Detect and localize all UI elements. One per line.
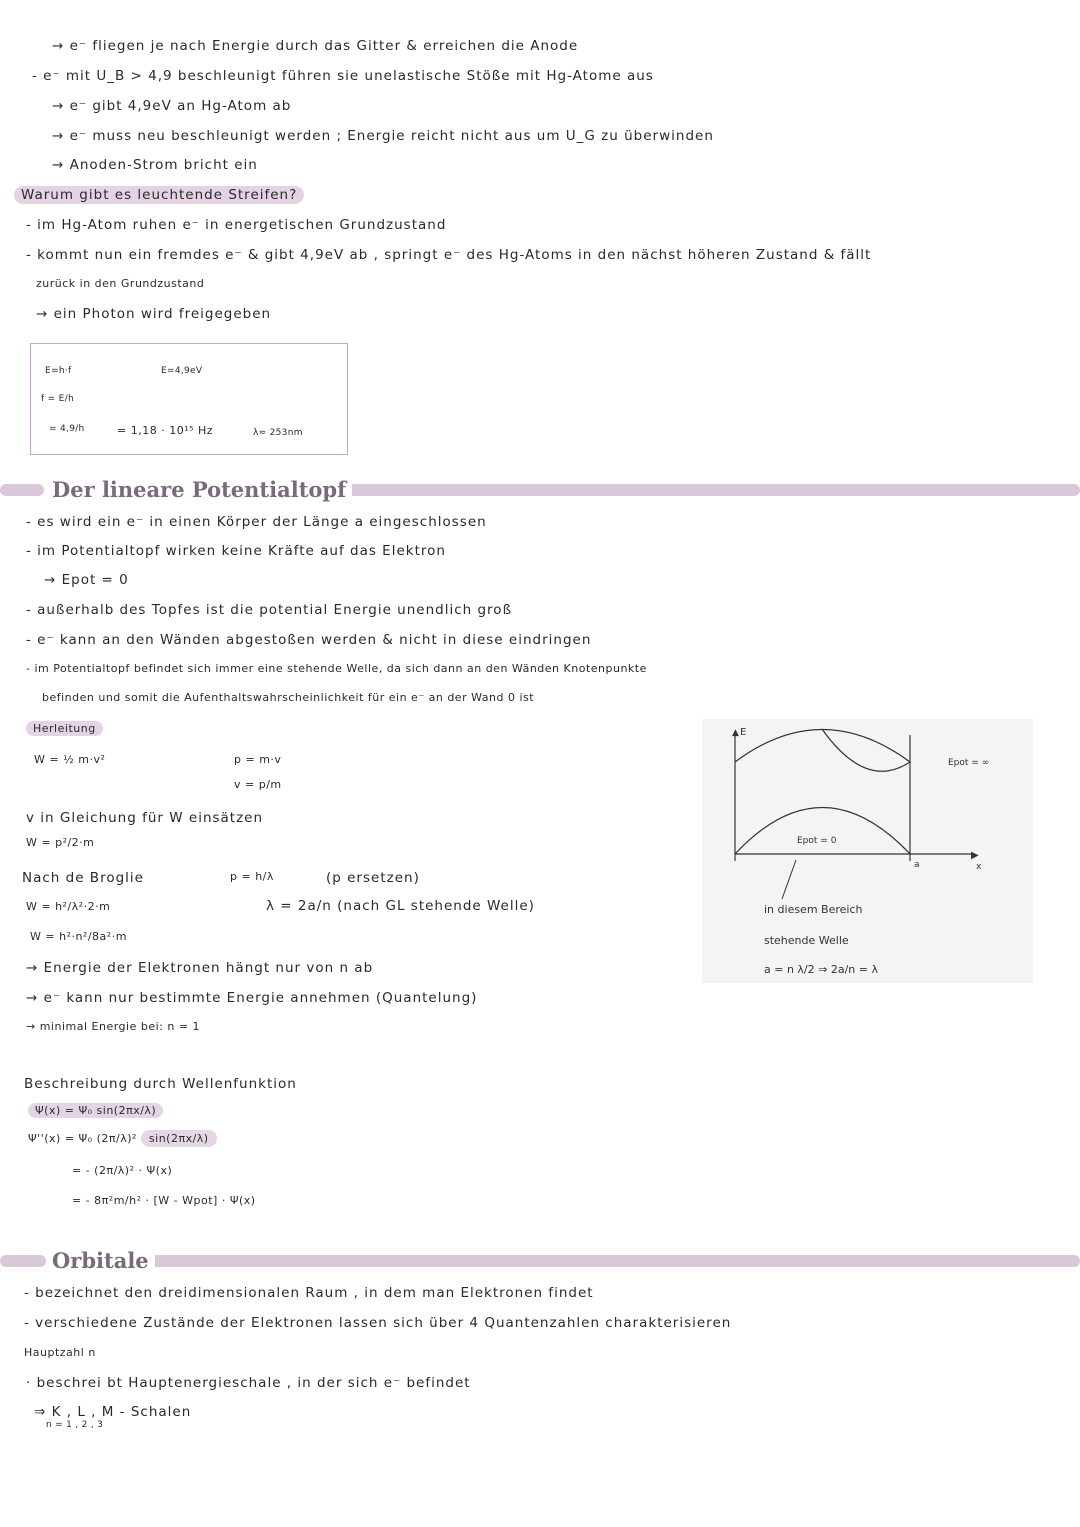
epot-infinite-label: Epot = ∞ [948,758,990,768]
question-heading [14,187,304,203]
banner-band-right [150,1255,1080,1267]
orb-main-quantum-number: Hauptzahl n [24,1346,96,1359]
wave-n2-segment [822,729,910,771]
annotation-pointer [782,860,796,899]
eq-velocity: v = p/m [234,778,282,791]
eq-w-momentum: W = p²/2·m [26,836,95,849]
orb-line-main-shell: · beschrei bt Hauptenergieschale , in der sich e⁻ befindet [26,1375,471,1391]
well-width-label: a [914,860,920,870]
note-line-anode-current: → Anoden-Strom bricht ein [52,157,258,173]
note-line-excitation: - kommt nun ein fremdes e⁻ & gibt 4,9eV ab , springt e⁻ des Hg-Atoms in den nächst höheren Zustand & fällt [26,247,872,263]
derivation-heading-label: Herleitung [26,721,103,736]
question-highlight: Warum gibt es leuchtende Streifen? [14,186,304,204]
epot-zero-label: Epot = 0 [797,836,837,846]
orb-line-shell-numbers: n = 1 , 2 , 3 [46,1420,104,1430]
formula-lambda: λ≈ 253nm [253,428,303,438]
orb-line-definition: - bezeichnet den dreidimensionalen Raum , in dem man Elektronen findet [24,1285,594,1301]
eq-psi [28,1104,163,1117]
result-energy-depends-n: → Energie der Elektronen hängt nur von n ab [26,960,374,976]
pot-line-enclosed: - es wird ein e⁻ in einen Körper der Länge a eingeschlossen [26,514,487,530]
eq-psi-second-derivative [28,1132,217,1145]
note-line-return-ground: zurück in den Grundzustand [36,277,205,290]
annotation-wavelength: a = n λ/2 ⇒ 2a/n = λ [764,963,878,976]
banner-band-right [346,484,1080,496]
banner-band-left [0,1255,46,1267]
eq-w-lambda: W = h²/λ²·2·m [26,900,111,913]
derivation-heading [26,722,103,735]
note-line-reaccelerate: → e⁻ muss neu beschleunigt werden ; Energie reicht nicht aus um U_G zu überwinden [52,128,714,144]
orb-line-quantum-numbers: - verschiedene Zustände der Elektronen lassen sich über 4 Quantenzahlen charakterisieren [24,1315,732,1331]
section-title-potentialtopf: Der lineare Potentialtopf [46,476,352,504]
energy-axis-arrow: ▲ [732,728,739,738]
note-line-photon: → ein Photon wird freigegeben [36,306,272,322]
pot-line-probability: befinden und somit die Aufenthaltswahrscheinlichkeit für ein e⁻ an der Wand 0 ist [42,691,535,704]
formula-f-value: = 4,9/h [49,424,85,434]
photon-energy-box [30,343,348,455]
pot-line-repelled: - e⁻ kann an den Wänden abgestoßen werden & nicht in diese eindringen [26,632,592,648]
annotation-region: in diesem Bereich [764,903,863,916]
result-quantization: → e⁻ kann nur bestimmte Energie annehmen (Quantelung) [26,990,478,1006]
note-substitute-v: v in Gleichung für W einsätzen [26,810,264,826]
eq-p-de-broglie: p = h/λ [230,870,274,883]
note-line-electrons-reach-anode: → e⁻ fliegen je nach Energie durch das Gitter & erreichen die Anode [52,38,579,54]
banner-band-left [0,484,44,496]
eq-psi-dd-part2: sin(2πx/λ) [141,1130,217,1147]
potential-well-diagram [702,719,1033,983]
formula-e-value: E=4,9eV [161,366,203,376]
note-line-energy-transfer: → e⁻ gibt 4,9eV an Hg-Atom ab [52,98,292,114]
x-axis-label: x [976,862,982,872]
wave-n1-lower [735,808,910,855]
pot-line-standing-wave: - im Potentialtopf befindet sich immer eine stehende Welle, da sich dann an den Wänden Knotenpunkte [26,662,647,675]
note-line-inelastic-collisions: - e⁻ mit U_B > 4,9 beschleunigt führen sie unelastische Stöße mit Hg-Atome aus [32,68,654,84]
pot-line-epot-zero: → Epot = 0 [44,572,129,588]
eq-psi-highlight: Ψ(x) = Ψ₀ sin(2πx/λ) [28,1103,163,1118]
section-banner-orbitale [0,1247,1080,1275]
eq-lambda-standing: λ = 2a/n (nach GL stehende Welle) [266,898,535,914]
section-title-orbitale: Orbitale [46,1247,155,1275]
eq-kinetic-energy: W = ½ m·v² [34,753,106,766]
position-axis-arrow: ▶ [971,850,979,861]
energy-axis-label: E [740,727,747,738]
eq-psi-dd-energy: = - 8π²m/h² · [W - Wpot] · Ψ(x) [72,1194,256,1207]
pot-line-no-forces: - im Potentialtopf wirken keine Kräfte auf das Elektron [26,543,446,559]
eq-momentum: p = m·v [234,753,282,766]
eq-psi-dd-simplified: = - (2π/λ)² · Ψ(x) [72,1164,173,1177]
annotation-standing-wave: stehende Welle [764,934,849,947]
result-minimum-energy: → minimal Energie bei: n = 1 [26,1020,201,1033]
note-de-broglie: Nach de Broglie [22,870,144,886]
formula-e-hf: E=h·f [45,366,72,376]
wavefunction-heading: Beschreibung durch Wellenfunktion [24,1076,297,1092]
orb-line-shells: ⇒ K , L , M - Schalen [34,1404,192,1420]
formula-f-eq: f = E/h [41,394,74,404]
pot-line-outside-infinite: - außerhalb des Topfes ist die potential Energie unendlich groß [26,602,513,618]
formula-f-result: = 1,18 · 10¹⁵ Hz [117,424,214,437]
eq-psi-dd-part1: Ψ''(x) = Ψ₀ (2π/λ)² [28,1132,137,1145]
wave-n1-upper [735,730,910,763]
section-banner-potentialtopf [0,476,1080,504]
note-replace-p: (p ersetzen) [326,870,420,886]
potential-well-svg [702,719,1033,983]
note-line-ground-state: - im Hg-Atom ruhen e⁻ in energetischen Grundzustand [26,217,447,233]
eq-w-final: W = h²·n²/8a²·m [30,930,127,943]
